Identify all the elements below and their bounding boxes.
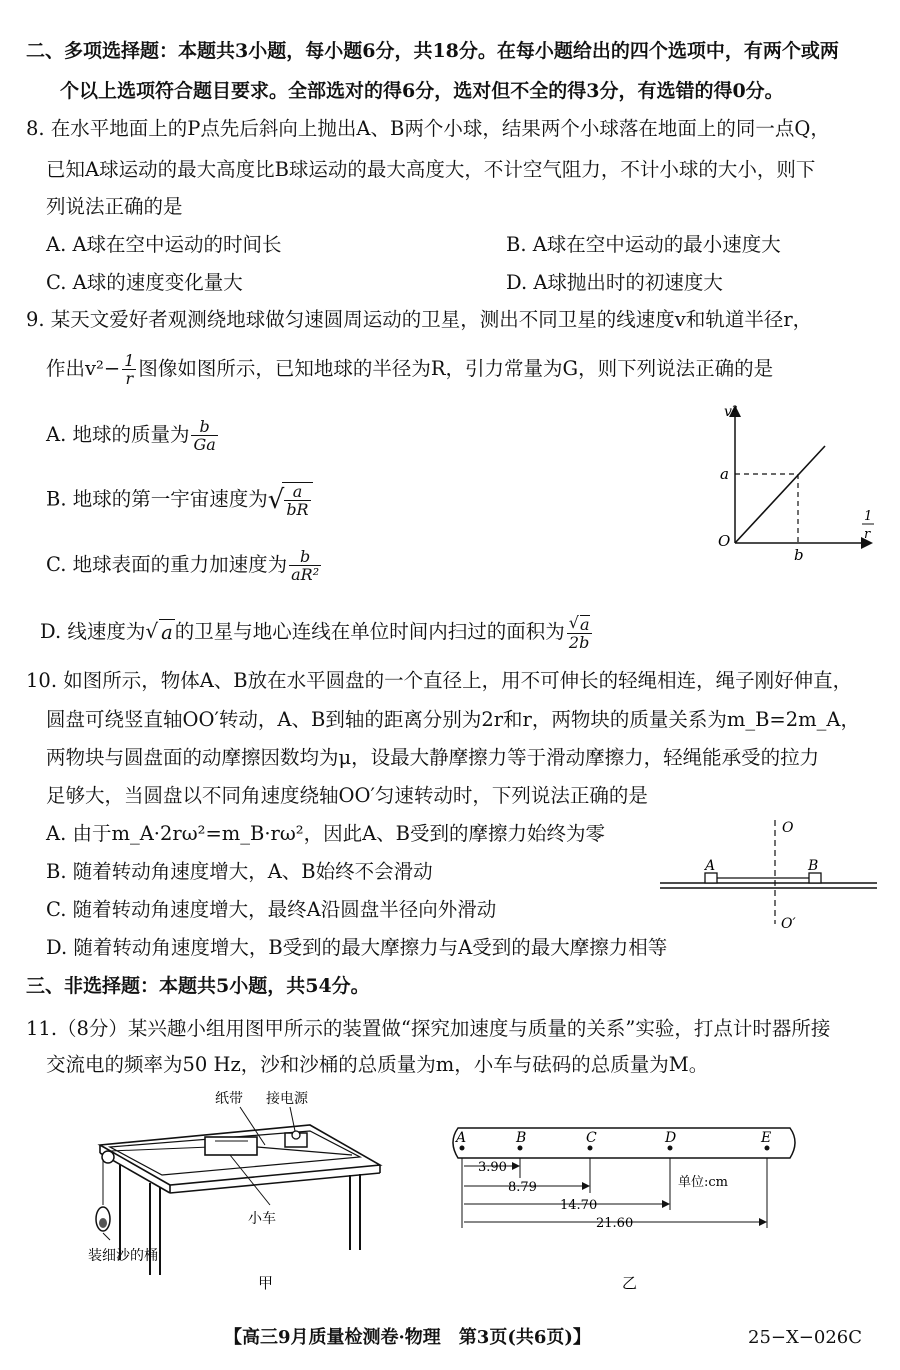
point-b — [518, 1146, 523, 1151]
graph-origin: O — [718, 532, 731, 550]
label-tape: 纸带 — [215, 1091, 243, 1107]
label-C: C — [586, 1130, 597, 1146]
graph-xlabel-d: r — [864, 527, 871, 542]
q9-line2-end: 图像如图所示，已知地球的半径为R，引力常量为G，则下列说法正确的是 — [138, 357, 774, 380]
q9-d-rad: a — [161, 620, 173, 644]
q9-c-den: aR² — [291, 565, 320, 584]
dist-ae: 21.60 — [596, 1216, 634, 1231]
graph-ylabel: v² — [724, 404, 738, 420]
q10-option-c[interactable]: C. 随着转动角速度增大，最终A沿圆盘半径向外滑动 — [46, 898, 497, 921]
graph-a: a — [720, 465, 729, 483]
q9-a-den: Ga — [193, 435, 216, 454]
q8-option-a[interactable]: A. A球在空中运动的时间长 — [46, 233, 282, 256]
q10-line4: 足够大，当圆盘以不同角速度绕轴OO′匀速转动时，下列说法正确的是 — [46, 784, 648, 807]
label-cart: 小车 — [248, 1211, 276, 1227]
q10-figure — [655, 812, 885, 932]
dist-ac: 8.79 — [508, 1180, 537, 1195]
fig-jia — [80, 1085, 410, 1295]
pulley — [102, 1151, 114, 1163]
q9-b-num: a — [284, 483, 310, 501]
q11-line1: 11.（8分）某兴趣小组用图甲所示的装置做“探究加速度与质量的关系”实验，打点计时器所接 — [26, 1017, 831, 1040]
block-a — [705, 873, 717, 883]
q8-option-d[interactable]: D. A球抛出时的初速度大 — [506, 271, 723, 294]
q10-option-b[interactable]: B. 随着转动角速度增大，A、B始终不会滑动 — [46, 860, 433, 883]
point-d — [668, 1146, 673, 1151]
q9-option-c-text: C. 地球表面的重力加速度为 — [46, 553, 288, 576]
graph-xlabel-n: 1 — [864, 509, 873, 524]
q9-d-mid: 的卫星与地心连线在单位时间内扫过的面积为 — [174, 619, 565, 643]
caption-yi: 乙 — [622, 1274, 638, 1292]
label-A: A — [456, 1130, 467, 1146]
q9-d-den: 2b — [568, 632, 590, 652]
q9-option-c[interactable] — [46, 548, 323, 583]
sqrt-icon: √ — [145, 618, 159, 643]
q9-option-a-text: A. 地球的质量为 — [46, 423, 190, 446]
label-D: D — [665, 1130, 677, 1146]
section3-title: 三、非选择题：本题共5小题，共54分。 — [26, 975, 370, 997]
label-power: 接电源 — [266, 1091, 308, 1107]
q9-option-d[interactable] — [40, 614, 594, 651]
dist-ad: 14.70 — [560, 1198, 598, 1213]
q8-option-c[interactable]: C. A球的速度变化量大 — [46, 271, 243, 294]
sand — [99, 1218, 107, 1228]
q9-a-num: b — [191, 418, 217, 436]
graph-line — [735, 446, 825, 543]
label-o-prime: O′ — [781, 916, 796, 932]
q9-frac-den: r — [125, 369, 134, 388]
q10-line2: 圆盘可绕竖直轴OO′转动，A、B到轴的距离分别为2r和r，两物块的质量关系为m_B=2m_A， — [46, 708, 861, 731]
q9-option-d-text: D. 线速度为 — [40, 619, 146, 643]
section2-title: 二、多项选择题：本题共3小题，每小题6分，共18分。在每小题给出的四个选项中，有两个或两 — [26, 40, 839, 62]
label-o: O — [782, 820, 794, 836]
q8-line3: 列说法正确的是 — [46, 195, 183, 218]
q9-line2 — [46, 352, 773, 387]
q8-option-b[interactable]: B. A球在空中运动的最小速度大 — [506, 233, 781, 256]
label-B: B — [516, 1130, 527, 1146]
sqrt-icon: √ — [267, 485, 285, 515]
label-E: E — [761, 1130, 772, 1146]
point-c — [588, 1146, 593, 1151]
q9-line2-start: 作出v²− — [46, 357, 121, 380]
q10-option-d[interactable]: D. 随着转动角速度增大，B受到的最大摩擦力与A受到的最大摩擦力相等 — [46, 936, 668, 959]
point-a — [460, 1146, 465, 1151]
graph-b: b — [794, 546, 804, 564]
q8-line2: 已知A球运动的最大高度比B球运动的最大高度大，不计空气阻力，不计小球的大小，则下 — [46, 158, 816, 181]
q9-graph — [690, 398, 890, 568]
q9-frac-num: 1 — [124, 351, 135, 370]
q9-d-num: a — [579, 614, 590, 634]
q9-line1: 9. 某天文爱好者观测绕地球做匀速圆周运动的卫星，测出不同卫星的线速度v和轨道半径r， — [26, 308, 813, 331]
q10-line3: 两物块与圆盘面的动摩擦因数均为μ，设最大静摩擦力等于滑动摩擦力，轻绳能承受的拉力 — [46, 746, 820, 769]
label-a: A — [705, 858, 716, 874]
dist-ab: 3.90 — [478, 1160, 507, 1175]
q9-option-a[interactable] — [46, 418, 220, 453]
block-b — [809, 873, 821, 883]
q10-option-a[interactable]: A. 由于m_A·2rω²=m_B·rω²，因此A、B受到的摩擦力始终为零 — [46, 822, 606, 845]
section2-title-cont: 个以上选项符合题目要求。全部选对的得6分，选对但不全的得3分，有选错的得0分。 — [60, 80, 784, 102]
q9-option-b-text: B. 地球的第一宇宙速度为 — [46, 487, 268, 511]
q9-c-num: b — [289, 548, 321, 566]
q8-line1: 8. 在水平地面上的P点先后斜向上抛出A、B两个小球，结果两个小球落在地面上的同一点Q， — [26, 117, 830, 140]
caption-jia: 甲 — [258, 1274, 274, 1292]
unit-label: 单位:cm — [678, 1175, 728, 1190]
cart — [205, 1137, 257, 1155]
point-e — [765, 1146, 770, 1151]
label-bucket: 装细沙的桶 — [88, 1248, 158, 1264]
fig-yi — [440, 1118, 820, 1298]
q9-b-den: bR — [286, 500, 309, 519]
sqrt-icon: √ — [568, 613, 579, 632]
paper-tape — [453, 1128, 795, 1158]
footer-center: 【高三9月质量检测卷·物理 第3页(共6页)】 — [224, 1327, 591, 1348]
q10-line1: 10. 如图所示，物体A、B放在水平圆盘的一个直径上，用不可伸长的轻绳相连，绳子刚好伸直， — [26, 669, 853, 692]
q9-option-b[interactable] — [46, 482, 313, 518]
q11-line2: 交流电的频率为50 Hz，沙和沙桶的总质量为m，小车与砝码的总质量为M。 — [46, 1053, 709, 1076]
footer-code: 25−X−026C — [748, 1327, 863, 1348]
label-b: B — [808, 858, 819, 874]
